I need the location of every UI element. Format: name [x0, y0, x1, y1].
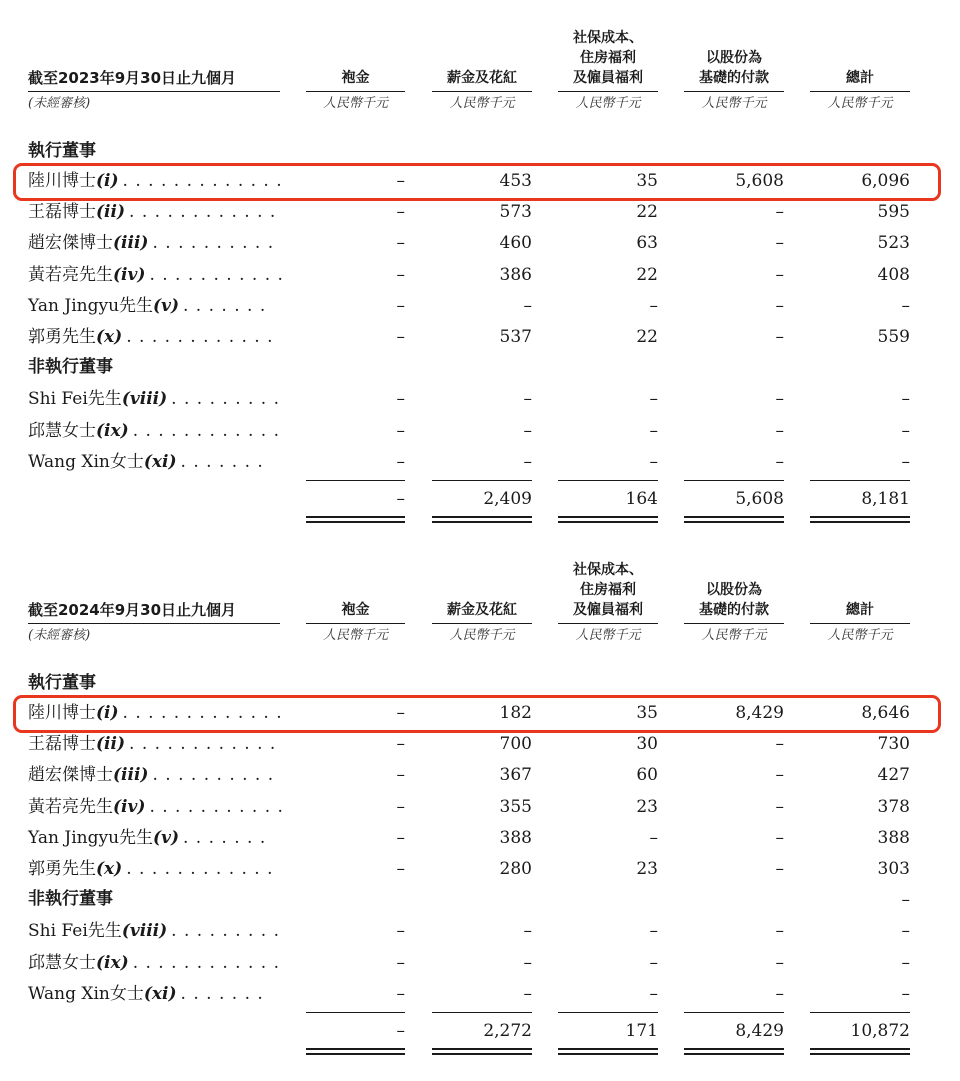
cell-social: – [649, 827, 658, 848]
cell-share: – [775, 859, 784, 879]
subtotal-rule [684, 1012, 784, 1013]
table-row [0, 197, 960, 228]
cell-salary: 388 [499, 827, 532, 848]
col-header-fee: 袍金 [341, 602, 370, 618]
col-header-total: 總計 [846, 70, 874, 86]
unit-label: 人民幣千元 [575, 628, 641, 643]
cell-share: – [775, 796, 784, 817]
col-header-total: 總計 [846, 602, 874, 618]
cell-social: 63 [636, 233, 658, 254]
cell-social: – [649, 420, 658, 441]
total-social: 171 [625, 1021, 658, 1041]
col-header-underline [432, 623, 532, 624]
note-reference: (viii) [121, 921, 168, 942]
period-title: 截至2023年9月30日止九個月 [28, 69, 237, 87]
totals-row [0, 1016, 960, 1047]
subtotal-rule [810, 480, 910, 481]
cell-total: 595 [877, 202, 910, 223]
director-name-text: 邱慧女士 [28, 420, 96, 441]
header-underline [28, 91, 280, 92]
director-name [28, 733, 276, 755]
note-reference: (iii) [113, 765, 149, 786]
totals-row [0, 484, 960, 515]
cell-total: 303 [877, 859, 910, 879]
cell-social: 23 [636, 796, 658, 817]
cell-share: – [775, 827, 784, 848]
table-row [0, 322, 960, 353]
cell-share: – [775, 389, 784, 410]
director-name [28, 796, 284, 818]
cell-social: 22 [636, 327, 658, 347]
note-reference: (xi) [143, 451, 177, 472]
note-reference: (viii) [121, 389, 168, 410]
leader-dots: . . . . . . . . . . [152, 233, 275, 254]
director-name-text: 王磊博士 [28, 734, 96, 755]
leader-dots: . . . . . . . [180, 451, 264, 472]
unit-label: 人民幣千元 [322, 96, 388, 111]
cell-total: – [901, 295, 910, 316]
cell-salary: – [523, 295, 532, 316]
director-name-text: Wang Xin女士 [28, 451, 144, 472]
unit-label: 人民幣千元 [701, 628, 767, 643]
director-name [28, 420, 280, 442]
section-row [0, 353, 960, 384]
cell-fee: – [396, 796, 405, 817]
cell-fee: – [396, 327, 405, 347]
col-header-salary: 薪金及花紅 [447, 70, 517, 86]
col-header-underline [432, 91, 532, 92]
leader-dots: . . . . . . . . . . . . [132, 420, 280, 441]
cell-total: – [901, 420, 910, 441]
director-name-text: 趙宏傑博士 [28, 233, 113, 254]
cell-salary: 453 [499, 171, 532, 191]
director-name-text: Yan Jingyu先生 [28, 827, 154, 848]
leader-dots: . . . . . . . . . [171, 389, 281, 410]
total-double-rule [432, 516, 532, 523]
cell-share: – [775, 983, 784, 1004]
cell-salary: 460 [499, 233, 532, 254]
director-name [28, 295, 266, 317]
cell-social: 22 [636, 264, 658, 285]
cell-fee: – [396, 952, 405, 973]
total-double-rule [558, 516, 658, 523]
director-name [28, 264, 284, 286]
director-name-text: Shi Fei先生 [28, 921, 122, 942]
cell-salary: 280 [499, 859, 532, 879]
cell-share: 5,608 [735, 171, 784, 191]
cell-fee: – [396, 983, 405, 1004]
director-name-text: 趙宏傑博士 [28, 765, 113, 786]
table-row [0, 416, 960, 447]
director-name-text: Shi Fei先生 [28, 389, 122, 410]
cell-salary: 700 [499, 734, 532, 755]
col-header-underline [810, 623, 910, 624]
cell-social: – [649, 389, 658, 410]
director-name-text: 邱慧女士 [28, 952, 96, 973]
cell-salary: – [523, 420, 532, 441]
table-row [0, 854, 960, 885]
note-reference: (ix) [96, 952, 129, 973]
cell-fee: – [396, 264, 405, 285]
cell-social: – [649, 921, 658, 942]
cell-total: 378 [877, 796, 910, 817]
total-double-rule [684, 1048, 784, 1055]
cell-total: – [901, 983, 910, 1004]
cell-fee: – [396, 202, 405, 223]
cell-total: – [901, 389, 910, 410]
note-reference: (v) [153, 295, 179, 316]
cell-total: – [901, 921, 910, 942]
cell-fee: – [396, 859, 405, 879]
total-double-rule [810, 516, 910, 523]
subtotal-rule [558, 480, 658, 481]
total-double-rule [810, 1048, 910, 1055]
total-double-rule [432, 1048, 532, 1055]
cell-share: – [775, 420, 784, 441]
cell-fee: – [396, 171, 405, 191]
note-reference: (i) [96, 171, 119, 191]
table-row [0, 979, 960, 1010]
subtotal-rule [306, 1012, 405, 1013]
note-reference: (ii) [96, 202, 126, 223]
director-name [28, 920, 280, 942]
note-reference: (i) [96, 703, 119, 723]
unaudited-note: (未經審核) [28, 96, 91, 111]
total-share: 5,608 [735, 489, 784, 509]
unit-label: 人民幣千元 [322, 628, 388, 643]
cell-fee: – [396, 451, 405, 472]
director-name [28, 827, 266, 849]
director-name-text: 王磊博士 [28, 202, 96, 223]
cell-social: – [649, 952, 658, 973]
section-row [0, 885, 960, 916]
cell-social: 22 [636, 202, 658, 223]
note-reference: (x) [96, 327, 123, 347]
highlight-box [13, 163, 941, 201]
col-header-underline [306, 623, 405, 624]
table-row [0, 823, 960, 854]
cell-social: 23 [636, 859, 658, 879]
note-reference: (iv) [113, 796, 146, 817]
director-name-text: Wang Xin女士 [28, 983, 144, 1004]
leader-dots: . . . . . . . [180, 983, 264, 1004]
unit-label: 人民幣千元 [827, 628, 893, 643]
cell-fee: – [396, 389, 405, 410]
cell-share: – [775, 327, 784, 347]
cell-salary: – [523, 451, 532, 472]
director-name [28, 858, 274, 880]
col-header-social: 社保成本、 [573, 30, 643, 46]
table-row [0, 792, 960, 823]
table-row [0, 729, 960, 760]
cell-share: – [775, 295, 784, 316]
col-header-share-based: 以股份為 [706, 582, 762, 598]
total-double-rule [306, 516, 405, 523]
cell-salary: 367 [499, 765, 532, 786]
cell-salary: – [523, 389, 532, 410]
table-row [0, 916, 960, 947]
cell-salary: – [523, 983, 532, 1004]
cell-share: – [775, 202, 784, 223]
table-row [0, 384, 960, 415]
cell-share: – [775, 734, 784, 755]
note-reference: (x) [96, 859, 123, 879]
cell-share: – [775, 765, 784, 786]
subtotal-rule [810, 1012, 910, 1013]
cell-total: 6,096 [861, 171, 910, 191]
director-name [28, 451, 264, 473]
note-reference: (ix) [96, 420, 129, 441]
cell-total: – [901, 890, 910, 911]
cell-share: – [775, 451, 784, 472]
cell-share: – [775, 233, 784, 254]
col-header-social: 社保成本、 [573, 562, 643, 578]
note-reference: (xi) [143, 983, 177, 1004]
director-name [28, 983, 264, 1005]
table-row [0, 760, 960, 791]
note-reference: (iv) [113, 264, 146, 285]
col-header-share-based: 以股份為 [706, 50, 762, 66]
leader-dots: . . . . . . . . . [171, 921, 281, 942]
col-header-underline [558, 623, 658, 624]
header-underline [28, 623, 280, 624]
leader-dots: . . . . . . . . . . . . [126, 859, 274, 879]
total-double-rule [558, 1048, 658, 1055]
leader-dots: . . . . . . . . . . . . . [122, 703, 283, 723]
cell-salary: 573 [499, 202, 532, 223]
table-row [0, 228, 960, 259]
cell-share: 8,429 [735, 703, 784, 723]
cell-salary: 182 [499, 703, 532, 723]
leader-dots: . . . . . . . . . . . . [126, 327, 274, 347]
note-reference: (iii) [113, 233, 149, 254]
total-share: 8,429 [735, 1021, 784, 1041]
cell-social: – [649, 451, 658, 472]
subtotal-rule [432, 480, 532, 481]
director-name [28, 232, 274, 254]
leader-dots: . . . . . . . . . . . [149, 264, 284, 285]
leader-dots: . . . . . . . . . . . . [129, 202, 277, 223]
director-name [28, 326, 274, 348]
cell-total: 730 [877, 734, 910, 755]
col-header-underline [684, 623, 784, 624]
leader-dots: . . . . . . . . . . [152, 765, 275, 786]
director-name-text: 郭勇先生 [28, 859, 96, 879]
cell-salary: 355 [499, 796, 532, 817]
note-reference: (ii) [96, 734, 126, 755]
total-total: 8,181 [861, 489, 910, 509]
leader-dots: . . . . . . . . . . . . [129, 734, 277, 755]
total-double-rule [684, 516, 784, 523]
highlight-box [13, 695, 941, 733]
total-double-rule [306, 1048, 405, 1055]
cell-social: – [649, 983, 658, 1004]
cell-fee: – [396, 295, 405, 316]
section-executive-directors: 執行董事 [28, 673, 96, 693]
total-total: 10,872 [850, 1021, 910, 1041]
section-non-executive-directors: 非執行董事 [28, 357, 113, 378]
col-header-underline [684, 91, 784, 92]
unit-label: 人民幣千元 [449, 96, 515, 111]
col-header-share-based: 基礎的付款 [699, 602, 769, 618]
col-header-social: 住房福利 [580, 50, 636, 66]
table-row [0, 447, 960, 478]
col-header-social: 及僱員福利 [573, 602, 643, 618]
cell-salary: – [523, 921, 532, 942]
subtotal-rule [432, 1012, 532, 1013]
table-row [0, 260, 960, 291]
col-header-share-based: 基礎的付款 [699, 70, 769, 86]
total-fee: – [396, 1021, 405, 1041]
director-name [28, 201, 276, 223]
subtotal-rule [558, 1012, 658, 1013]
cell-fee: – [396, 921, 405, 942]
leader-dots: . . . . . . . . . . . . . [122, 171, 283, 191]
unit-label: 人民幣千元 [449, 628, 515, 643]
total-salary: 2,272 [483, 1021, 532, 1041]
cell-total: 523 [877, 233, 910, 254]
cell-share: – [775, 264, 784, 285]
total-fee: – [396, 489, 405, 509]
cell-fee: – [396, 233, 405, 254]
cell-social: 35 [636, 703, 658, 723]
cell-social: 60 [636, 765, 658, 786]
cell-fee: – [396, 703, 405, 723]
director-name [28, 764, 274, 786]
leader-dots: . . . . . . . [183, 827, 267, 848]
unit-label: 人民幣千元 [575, 96, 641, 111]
note-reference: (v) [153, 827, 179, 848]
cell-fee: – [396, 734, 405, 755]
director-name [28, 388, 280, 410]
cell-salary: 537 [499, 327, 532, 347]
cell-social: 30 [636, 734, 658, 755]
director-name-text: Yan Jingyu先生 [28, 295, 154, 316]
director-name [28, 952, 280, 974]
cell-social: – [649, 295, 658, 316]
cell-total: 559 [877, 327, 910, 347]
cell-fee: – [396, 827, 405, 848]
cell-fee: – [396, 420, 405, 441]
cell-total: – [901, 451, 910, 472]
director-name-text: 郭勇先生 [28, 327, 96, 347]
subtotal-rule [684, 480, 784, 481]
cell-share: – [775, 921, 784, 942]
unit-label: 人民幣千元 [701, 96, 767, 111]
cell-total: 388 [877, 827, 910, 848]
leader-dots: . . . . . . . . . . . . [132, 952, 280, 973]
col-header-social: 住房福利 [580, 582, 636, 598]
leader-dots: . . . . . . . [183, 295, 267, 316]
director-name-text: 黃若亮先生 [28, 796, 113, 817]
col-header-social: 及僱員福利 [573, 70, 643, 86]
total-social: 164 [625, 489, 658, 509]
cell-total: 427 [877, 765, 910, 786]
col-header-fee: 袍金 [341, 70, 370, 86]
table-row [0, 948, 960, 979]
cell-fee: – [396, 765, 405, 786]
cell-total: 408 [877, 264, 910, 285]
leader-dots: . . . . . . . . . . . [149, 796, 284, 817]
subtotal-rule [306, 480, 405, 481]
cell-salary: 386 [499, 264, 532, 285]
col-header-underline [810, 91, 910, 92]
col-header-salary: 薪金及花紅 [447, 602, 517, 618]
cell-total: 8,646 [861, 703, 910, 723]
cell-salary: – [523, 952, 532, 973]
col-header-underline [558, 91, 658, 92]
cell-total: – [901, 952, 910, 973]
col-header-underline [306, 91, 405, 92]
section-executive-directors: 執行董事 [28, 141, 96, 161]
cell-share: – [775, 952, 784, 973]
unaudited-note: (未經審核) [28, 628, 91, 643]
total-salary: 2,409 [483, 489, 532, 509]
director-name-text: 陸川博士 [28, 703, 96, 723]
cell-social: 35 [636, 171, 658, 191]
unit-label: 人民幣千元 [827, 96, 893, 111]
director-name-text: 黃若亮先生 [28, 264, 113, 285]
director-name-text: 陸川博士 [28, 171, 96, 191]
period-title: 截至2024年9月30日止九個月 [28, 601, 237, 619]
section-non-executive-directors: 非執行董事 [28, 889, 113, 910]
table-row [0, 291, 960, 322]
